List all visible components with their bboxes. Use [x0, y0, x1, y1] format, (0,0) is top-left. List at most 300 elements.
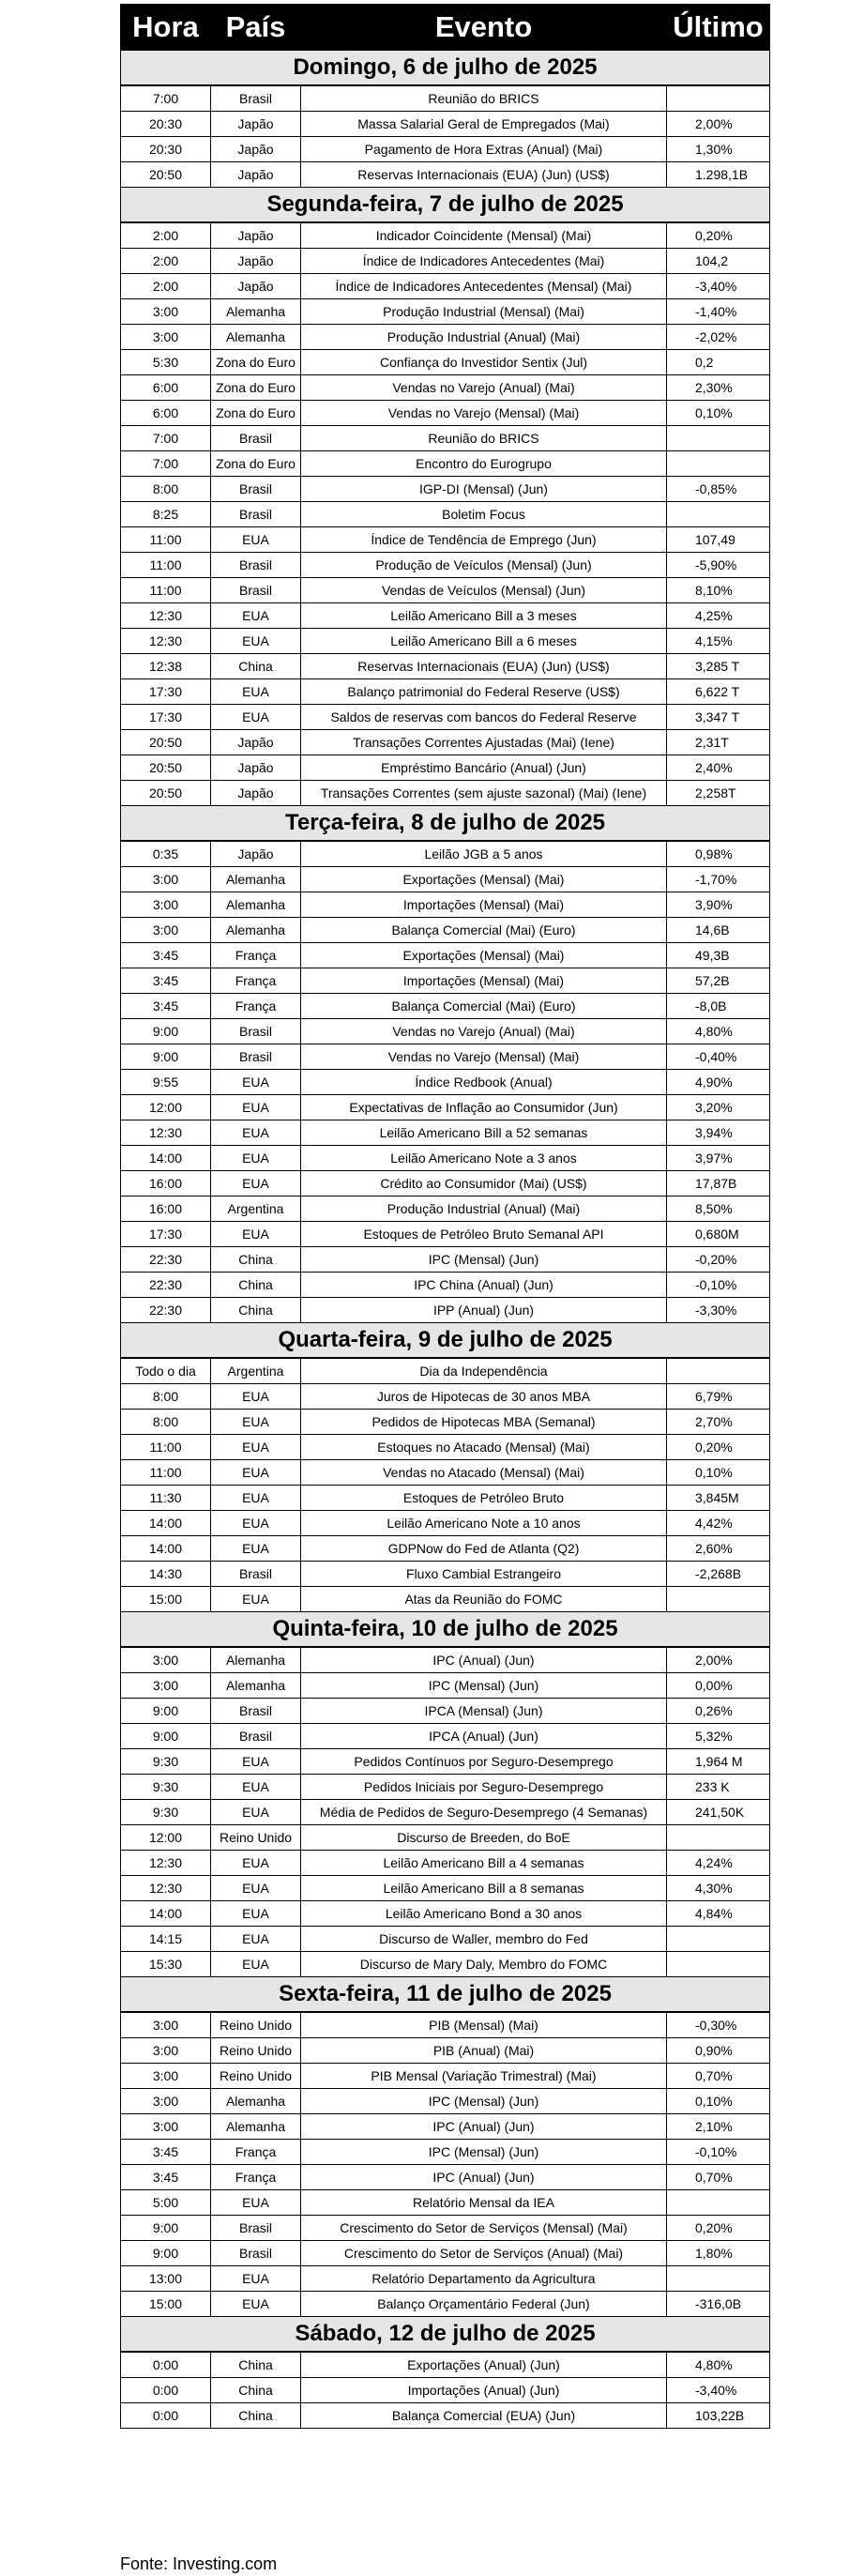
event-row — [121, 867, 770, 892]
event-ult-cell: 4,84% — [667, 1901, 770, 1927]
event-ult-cell: 2,258T — [667, 781, 770, 806]
event-pais-cell: Brasil — [211, 85, 301, 112]
event-row — [121, 781, 770, 806]
event-hora-cell: 9:30 — [121, 1800, 211, 1825]
event-ult-cell: 49,3B — [667, 943, 770, 968]
day-header-row — [121, 806, 770, 842]
event-hora-cell: 9:55 — [121, 1070, 211, 1095]
event-evento-cell: Produção Industrial (Anual) (Mai) — [301, 1197, 667, 1222]
event-ult-cell — [667, 1952, 770, 1977]
event-row — [121, 350, 770, 375]
event-row — [121, 1647, 770, 1673]
event-evento-cell: Índice de Indicadores Antecedentes (Mensal) (Mai) — [301, 274, 667, 299]
event-hora-cell: 3:00 — [121, 325, 211, 350]
event-row — [121, 112, 770, 137]
event-row — [121, 85, 770, 112]
event-ult-cell: 4,42% — [667, 1511, 770, 1536]
event-row — [121, 578, 770, 603]
event-row — [121, 1460, 770, 1486]
event-hora-cell: 15:00 — [121, 2292, 211, 2317]
event-pais-cell: Brasil — [211, 2216, 301, 2241]
event-pais-cell: China — [211, 654, 301, 679]
event-pais-cell: Reino Unido — [211, 1825, 301, 1851]
event-row — [121, 222, 770, 249]
event-pais-cell: Reino Unido — [211, 2038, 301, 2064]
event-evento-cell: Fluxo Cambial Estrangeiro — [301, 1562, 667, 1587]
event-evento-cell: Reservas Internacionais (EUA) (Jun) (US$) — [301, 654, 667, 679]
event-evento-cell: Crescimento do Setor de Serviços (Mensal) (Mai) — [301, 2216, 667, 2241]
event-evento-cell: Expectativas de Inflação ao Consumidor (Jun) — [301, 1095, 667, 1120]
event-row — [121, 1673, 770, 1699]
event-evento-cell: IPP (Anual) (Jun) — [301, 1298, 667, 1323]
event-hora-cell: 20:30 — [121, 112, 211, 137]
event-row — [121, 1536, 770, 1562]
event-hora-cell: 22:30 — [121, 1273, 211, 1298]
event-pais-cell: EUA — [211, 527, 301, 553]
event-evento-cell: Discurso de Breeden, do BoE — [301, 1825, 667, 1851]
event-row — [121, 1222, 770, 1247]
event-ult-cell: 5,32% — [667, 1724, 770, 1749]
event-evento-cell: Confiança do Investidor Sentix (Jul) — [301, 350, 667, 375]
event-pais-cell: Brasil — [211, 426, 301, 451]
event-ult-cell — [667, 1358, 770, 1384]
event-hora-cell: 8:00 — [121, 1384, 211, 1410]
event-row — [121, 2165, 770, 2190]
event-row — [121, 629, 770, 654]
event-hora-cell: 11:00 — [121, 553, 211, 578]
event-evento-cell: Vendas no Varejo (Mensal) (Mai) — [301, 1044, 667, 1070]
event-row — [121, 1146, 770, 1171]
event-ult-cell: 103,22B — [667, 2403, 770, 2429]
event-pais-cell: Japão — [211, 222, 301, 249]
event-ult-cell: 4,80% — [667, 1019, 770, 1044]
event-ult-cell: 17,87B — [667, 1171, 770, 1197]
event-ult-cell — [667, 85, 770, 112]
event-evento-cell: IPC (Mensal) (Jun) — [301, 1673, 667, 1699]
event-ult-cell — [667, 1927, 770, 1952]
day-header-row — [121, 2317, 770, 2353]
event-evento-cell: Vendas no Varejo (Anual) (Mai) — [301, 375, 667, 401]
event-evento-cell: Exportações (Anual) (Jun) — [301, 2352, 667, 2378]
event-hora-cell: 2:00 — [121, 249, 211, 274]
event-row — [121, 553, 770, 578]
event-row — [121, 2378, 770, 2403]
event-hora-cell: 12:00 — [121, 1825, 211, 1851]
event-evento-cell: Produção Industrial (Anual) (Mai) — [301, 325, 667, 350]
event-ult-cell — [667, 2266, 770, 2292]
event-pais-cell: Zona do Euro — [211, 401, 301, 426]
event-row — [121, 137, 770, 162]
event-row — [121, 2190, 770, 2216]
event-hora-cell: 20:50 — [121, 781, 211, 806]
event-evento-cell: Leilão Americano Note a 3 anos — [301, 1146, 667, 1171]
event-ult-cell: 241,50K — [667, 1800, 770, 1825]
event-evento-cell: Vendas no Varejo (Anual) (Mai) — [301, 1019, 667, 1044]
event-evento-cell: PIB (Mensal) (Mai) — [301, 2012, 667, 2038]
economic-calendar-table — [120, 4, 770, 2429]
event-row — [121, 918, 770, 943]
event-row — [121, 1070, 770, 1095]
event-row — [121, 730, 770, 755]
event-ult-cell: -0,10% — [667, 2140, 770, 2165]
event-evento-cell: Leilão Americano Bill a 8 semanas — [301, 1876, 667, 1901]
event-ult-cell — [667, 451, 770, 477]
event-evento-cell: IPCA (Mensal) (Jun) — [301, 1699, 667, 1724]
event-pais-cell: EUA — [211, 1146, 301, 1171]
event-row — [121, 1699, 770, 1724]
event-row — [121, 1384, 770, 1410]
event-row — [121, 679, 770, 705]
event-evento-cell: Balanço patrimonial do Federal Reserve (US$) — [301, 679, 667, 705]
event-ult-cell: 2,00% — [667, 112, 770, 137]
event-row — [121, 274, 770, 299]
event-pais-cell: EUA — [211, 1070, 301, 1095]
event-evento-cell: Leilão Americano Note a 10 anos — [301, 1511, 667, 1536]
event-ult-cell: 0,98% — [667, 841, 770, 867]
event-evento-cell: IPC (Anual) (Jun) — [301, 2114, 667, 2140]
event-hora-cell: 3:00 — [121, 918, 211, 943]
event-ult-cell: -0,20% — [667, 1247, 770, 1273]
event-row — [121, 943, 770, 968]
event-ult-cell — [667, 1825, 770, 1851]
day-title: Sexta-feira, 11 de julho de 2025 — [121, 1977, 770, 2013]
event-evento-cell: Discurso de Waller, membro do Fed — [301, 1927, 667, 1952]
event-evento-cell: Vendas de Veículos (Mensal) (Jun) — [301, 578, 667, 603]
event-pais-cell: EUA — [211, 1435, 301, 1460]
event-evento-cell: Crédito ao Consumidor (Mai) (US$) — [301, 1171, 667, 1197]
event-evento-cell: Transações Correntes (sem ajuste sazonal) (Mai) (Iene) — [301, 781, 667, 806]
event-row — [121, 1825, 770, 1851]
event-row — [121, 299, 770, 325]
event-evento-cell: Índice de Tendência de Emprego (Jun) — [301, 527, 667, 553]
event-row — [121, 1851, 770, 1876]
event-hora-cell: 13:00 — [121, 2266, 211, 2292]
event-pais-cell: Alemanha — [211, 918, 301, 943]
event-ult-cell: -1,40% — [667, 299, 770, 325]
source-note: Fonte: Investing.com — [120, 2554, 278, 2573]
day-header-row — [121, 188, 770, 223]
event-row — [121, 1749, 770, 1775]
event-row — [121, 654, 770, 679]
event-ult-cell: 0,26% — [667, 1699, 770, 1724]
event-evento-cell: Índice Redbook (Anual) — [301, 1070, 667, 1095]
day-title: Sábado, 12 de julho de 2025 — [121, 2317, 770, 2353]
event-row — [121, 2216, 770, 2241]
event-ult-cell: 0,10% — [667, 401, 770, 426]
event-evento-cell: IGP-DI (Mensal) (Jun) — [301, 477, 667, 502]
event-pais-cell: EUA — [211, 1927, 301, 1952]
event-hora-cell: 7:00 — [121, 426, 211, 451]
event-row — [121, 375, 770, 401]
event-ult-cell: 0,90% — [667, 2038, 770, 2064]
event-row — [121, 2292, 770, 2317]
event-evento-cell: Encontro do Eurogrupo — [301, 451, 667, 477]
event-row — [121, 1435, 770, 1460]
event-ult-cell: 3,347 T — [667, 705, 770, 730]
event-ult-cell: 4,24% — [667, 1851, 770, 1876]
event-hora-cell: 8:00 — [121, 1410, 211, 1435]
event-hora-cell: Todo o dia — [121, 1358, 211, 1384]
event-hora-cell: 16:00 — [121, 1197, 211, 1222]
event-hora-cell: 12:30 — [121, 629, 211, 654]
day-title: Segunda-feira, 7 de julho de 2025 — [121, 188, 770, 223]
event-hora-cell: 5:30 — [121, 350, 211, 375]
event-pais-cell: Alemanha — [211, 867, 301, 892]
calendar-body — [121, 51, 770, 2429]
event-pais-cell: Alemanha — [211, 1647, 301, 1673]
event-row — [121, 841, 770, 867]
event-evento-cell: Saldos de reservas com bancos do Federal Reserve — [301, 705, 667, 730]
event-evento-cell: Importações (Mensal) (Mai) — [301, 968, 667, 994]
event-pais-cell: Japão — [211, 112, 301, 137]
event-hora-cell: 0:00 — [121, 2378, 211, 2403]
event-pais-cell: EUA — [211, 2266, 301, 2292]
event-row — [121, 1486, 770, 1511]
event-row — [121, 2241, 770, 2266]
event-ult-cell: 2,30% — [667, 375, 770, 401]
event-ult-cell: 1.298,1B — [667, 162, 770, 188]
event-hora-cell: 9:30 — [121, 1749, 211, 1775]
event-hora-cell: 3:00 — [121, 1673, 211, 1699]
event-hora-cell: 3:00 — [121, 299, 211, 325]
event-ult-cell: 0,20% — [667, 2216, 770, 2241]
event-hora-cell: 20:50 — [121, 755, 211, 781]
day-header-row — [121, 51, 770, 86]
event-hora-cell: 14:30 — [121, 1562, 211, 1587]
event-pais-cell: França — [211, 968, 301, 994]
event-row — [121, 1800, 770, 1825]
event-hora-cell: 9:00 — [121, 1019, 211, 1044]
event-hora-cell: 12:38 — [121, 654, 211, 679]
event-row — [121, 426, 770, 451]
event-hora-cell: 9:00 — [121, 2216, 211, 2241]
event-pais-cell: EUA — [211, 603, 301, 629]
event-pais-cell: Brasil — [211, 1019, 301, 1044]
event-pais-cell: EUA — [211, 705, 301, 730]
event-row — [121, 2089, 770, 2114]
event-ult-cell: 2,10% — [667, 2114, 770, 2140]
event-ult-cell: 3,94% — [667, 1120, 770, 1146]
event-ult-cell: 4,30% — [667, 1876, 770, 1901]
event-evento-cell: Exportações (Mensal) (Mai) — [301, 867, 667, 892]
event-row — [121, 1562, 770, 1587]
event-pais-cell: Reino Unido — [211, 2012, 301, 2038]
event-ult-cell: 107,49 — [667, 527, 770, 553]
event-pais-cell: Zona do Euro — [211, 451, 301, 477]
header-hora: Hora — [121, 5, 211, 51]
event-evento-cell: Estoques de Petróleo Bruto Semanal API — [301, 1222, 667, 1247]
event-ult-cell — [667, 426, 770, 451]
header-ultimo: Último — [667, 5, 770, 51]
event-row — [121, 401, 770, 426]
event-ult-cell: 1,30% — [667, 137, 770, 162]
event-pais-cell: Brasil — [211, 553, 301, 578]
event-ult-cell: 4,15% — [667, 629, 770, 654]
event-row — [121, 2064, 770, 2089]
event-pais-cell: EUA — [211, 1410, 301, 1435]
event-pais-cell: Brasil — [211, 1044, 301, 1070]
event-ult-cell: 104,2 — [667, 249, 770, 274]
event-evento-cell: Atas da Reunião do FOMC — [301, 1587, 667, 1612]
event-pais-cell: Japão — [211, 730, 301, 755]
event-ult-cell: 3,845M — [667, 1486, 770, 1511]
event-ult-cell: -316,0B — [667, 2292, 770, 2317]
event-hora-cell: 22:30 — [121, 1298, 211, 1323]
event-ult-cell: 6,79% — [667, 1384, 770, 1410]
event-row — [121, 1247, 770, 1273]
day-title: Terça-feira, 8 de julho de 2025 — [121, 806, 770, 842]
event-hora-cell: 3:45 — [121, 968, 211, 994]
event-pais-cell: França — [211, 2165, 301, 2190]
event-pais-cell: Japão — [211, 781, 301, 806]
event-ult-cell: 0,10% — [667, 2089, 770, 2114]
event-ult-cell: 2,60% — [667, 1536, 770, 1562]
event-pais-cell: Alemanha — [211, 299, 301, 325]
event-hora-cell: 14:15 — [121, 1927, 211, 1952]
event-evento-cell: Transações Correntes Ajustadas (Mai) (Iene) — [301, 730, 667, 755]
event-row — [121, 1044, 770, 1070]
event-hora-cell: 20:50 — [121, 730, 211, 755]
event-hora-cell: 3:00 — [121, 2114, 211, 2140]
event-hora-cell: 12:00 — [121, 1095, 211, 1120]
event-ult-cell — [667, 502, 770, 527]
event-pais-cell: Brasil — [211, 1699, 301, 1724]
event-pais-cell: Japão — [211, 274, 301, 299]
event-pais-cell: Brasil — [211, 578, 301, 603]
event-row — [121, 1019, 770, 1044]
event-evento-cell: Estoques no Atacado (Mensal) (Mai) — [301, 1435, 667, 1460]
event-evento-cell: Leilão Americano Bill a 3 meses — [301, 603, 667, 629]
event-hora-cell: 6:00 — [121, 401, 211, 426]
event-evento-cell: Boletim Focus — [301, 502, 667, 527]
event-evento-cell: Produção Industrial (Mensal) (Mai) — [301, 299, 667, 325]
event-ult-cell: 0,680M — [667, 1222, 770, 1247]
event-evento-cell: Discurso de Mary Daly, Membro do FOMC — [301, 1952, 667, 1977]
event-pais-cell: EUA — [211, 1222, 301, 1247]
event-hora-cell: 11:00 — [121, 527, 211, 553]
event-ult-cell: 57,2B — [667, 968, 770, 994]
header-evento: Evento — [301, 5, 667, 51]
event-hora-cell: 2:00 — [121, 222, 211, 249]
event-hora-cell: 15:30 — [121, 1952, 211, 1977]
event-hora-cell: 8:25 — [121, 502, 211, 527]
event-evento-cell: Juros de Hipotecas de 30 anos MBA — [301, 1384, 667, 1410]
event-row — [121, 2403, 770, 2429]
event-hora-cell: 14:00 — [121, 1511, 211, 1536]
event-hora-cell: 3:00 — [121, 892, 211, 918]
event-ult-cell: 0,70% — [667, 2064, 770, 2089]
event-evento-cell: IPC China (Anual) (Jun) — [301, 1273, 667, 1298]
event-evento-cell: IPC (Mensal) (Jun) — [301, 2089, 667, 2114]
header-row — [121, 5, 770, 51]
event-ult-cell: 2,31T — [667, 730, 770, 755]
event-evento-cell: IPC (Anual) (Jun) — [301, 2165, 667, 2190]
event-pais-cell: Japão — [211, 162, 301, 188]
event-ult-cell: -0,10% — [667, 1273, 770, 1298]
event-hora-cell: 14:00 — [121, 1536, 211, 1562]
event-ult-cell: 2,40% — [667, 755, 770, 781]
event-ult-cell: 4,25% — [667, 603, 770, 629]
event-row — [121, 502, 770, 527]
event-hora-cell: 14:00 — [121, 1901, 211, 1927]
event-pais-cell: China — [211, 1247, 301, 1273]
event-hora-cell: 11:30 — [121, 1486, 211, 1511]
event-ult-cell: -5,90% — [667, 553, 770, 578]
event-evento-cell: IPCA (Anual) (Jun) — [301, 1724, 667, 1749]
event-evento-cell: Relatório Mensal da IEA — [301, 2190, 667, 2216]
event-pais-cell: EUA — [211, 1749, 301, 1775]
event-row — [121, 1095, 770, 1120]
event-ult-cell: 3,90% — [667, 892, 770, 918]
event-evento-cell: PIB (Anual) (Mai) — [301, 2038, 667, 2064]
day-header-row — [121, 1612, 770, 1648]
event-row — [121, 527, 770, 553]
event-ult-cell: 0,10% — [667, 1460, 770, 1486]
event-pais-cell: China — [211, 1298, 301, 1323]
event-row — [121, 325, 770, 350]
event-hora-cell: 9:00 — [121, 2241, 211, 2266]
event-evento-cell: Importações (Mensal) (Mai) — [301, 892, 667, 918]
event-hora-cell: 16:00 — [121, 1171, 211, 1197]
day-title: Quinta-feira, 10 de julho de 2025 — [121, 1612, 770, 1648]
event-row — [121, 1775, 770, 1800]
event-evento-cell: Reunião do BRICS — [301, 426, 667, 451]
event-row — [121, 2140, 770, 2165]
event-hora-cell: 15:00 — [121, 1587, 211, 1612]
event-evento-cell: Leilão JGB a 5 anos — [301, 841, 667, 867]
day-title: Quarta-feira, 9 de julho de 2025 — [121, 1323, 770, 1359]
event-ult-cell: 2,00% — [667, 1647, 770, 1673]
event-row — [121, 1587, 770, 1612]
event-row — [121, 2038, 770, 2064]
event-pais-cell: EUA — [211, 2190, 301, 2216]
event-hora-cell: 7:00 — [121, 451, 211, 477]
event-ult-cell: -3,40% — [667, 2378, 770, 2403]
event-hora-cell: 11:00 — [121, 1460, 211, 1486]
event-row — [121, 1901, 770, 1927]
event-pais-cell: EUA — [211, 679, 301, 705]
event-evento-cell: Massa Salarial Geral de Empregados (Mai) — [301, 112, 667, 137]
event-hora-cell: 3:00 — [121, 867, 211, 892]
event-pais-cell: Brasil — [211, 1562, 301, 1587]
event-ult-cell: -2,02% — [667, 325, 770, 350]
event-ult-cell: -8,0B — [667, 994, 770, 1019]
event-ult-cell: 1,80% — [667, 2241, 770, 2266]
event-ult-cell: 233 K — [667, 1775, 770, 1800]
event-pais-cell: EUA — [211, 1775, 301, 1800]
event-pais-cell: França — [211, 994, 301, 1019]
event-hora-cell: 12:30 — [121, 1851, 211, 1876]
event-ult-cell: 3,285 T — [667, 654, 770, 679]
event-pais-cell: Alemanha — [211, 892, 301, 918]
event-evento-cell: Leilão Americano Bill a 52 semanas — [301, 1120, 667, 1146]
event-pais-cell: Zona do Euro — [211, 350, 301, 375]
event-evento-cell: Pedidos Contínuos por Seguro-Desemprego — [301, 1749, 667, 1775]
event-evento-cell: Pedidos Iniciais por Seguro-Desemprego — [301, 1775, 667, 1800]
event-hora-cell: 11:00 — [121, 578, 211, 603]
event-hora-cell: 3:45 — [121, 943, 211, 968]
event-ult-cell: 4,90% — [667, 1070, 770, 1095]
event-row — [121, 162, 770, 188]
event-evento-cell: GDPNow do Fed de Atlanta (Q2) — [301, 1536, 667, 1562]
event-evento-cell: Importações (Anual) (Jun) — [301, 2378, 667, 2403]
event-ult-cell: 6,622 T — [667, 679, 770, 705]
event-row — [121, 249, 770, 274]
event-evento-cell: Pedidos de Hipotecas MBA (Semanal) — [301, 1410, 667, 1435]
event-evento-cell: IPC (Mensal) (Jun) — [301, 2140, 667, 2165]
event-ult-cell: -3,40% — [667, 274, 770, 299]
event-hora-cell: 17:30 — [121, 705, 211, 730]
